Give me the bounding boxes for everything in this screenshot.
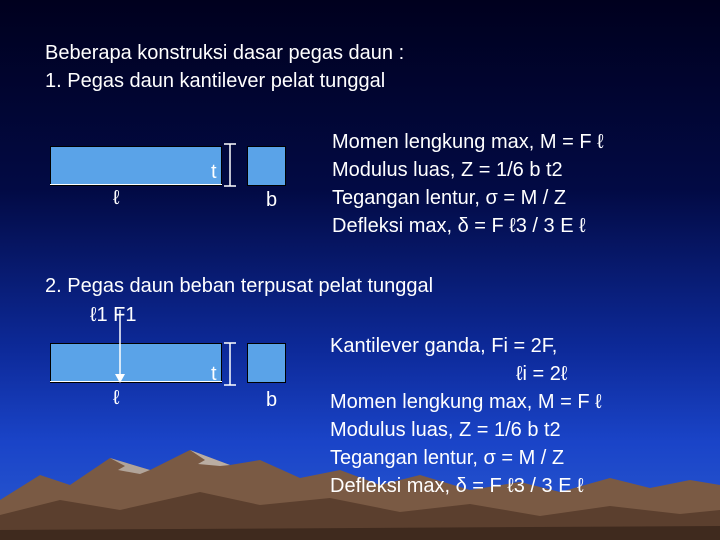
thickness-arrow-2 xyxy=(224,341,236,387)
plate-cross-section xyxy=(247,146,286,186)
label-length: ℓ xyxy=(113,187,120,209)
label-width: b xyxy=(266,189,278,211)
plate-cross-section-2 xyxy=(247,343,286,383)
formula-double-cantilever-force: Kantilever ganda, Fi = 2F, xyxy=(330,335,558,357)
formula-section-modulus-2: Modulus luas, Z = 1/6 b t2 xyxy=(330,419,561,441)
label-thickness-2: t xyxy=(211,363,217,385)
section1-heading: 1. Pegas daun kantilever pelat tunggal xyxy=(45,70,386,92)
section2-heading: 2. Pegas daun beban terpusat pelat tunggal xyxy=(45,275,434,297)
formula-bending-stress: Tegangan lentur, σ = M / Z xyxy=(332,187,567,209)
length-dimension-line xyxy=(50,184,222,185)
label-thickness: t xyxy=(211,161,217,183)
page-title: Beberapa konstruksi dasar pegas daun : xyxy=(45,42,405,64)
plate-side-view xyxy=(50,146,222,186)
formula-bending-stress-2: Tegangan lentur, σ = M / Z xyxy=(330,447,565,469)
load-arrow xyxy=(113,310,127,384)
formula-deflection-2: Defleksi max, δ = F ℓ3 / 3 E ℓ xyxy=(330,475,584,497)
label-width-2: b xyxy=(266,389,278,411)
load-label: ℓ1 F1 xyxy=(90,304,137,326)
length-dimension-line-2 xyxy=(50,381,222,382)
formula-deflection: Defleksi max, δ = F ℓ3 / 3 E ℓ xyxy=(332,215,586,237)
formula-bending-moment-2: Momen lengkung max, M = F ℓ xyxy=(330,391,602,413)
label-length-2: ℓ xyxy=(113,387,120,409)
thickness-arrow xyxy=(224,142,236,188)
formula-bending-moment: Momen lengkung max, M = F ℓ xyxy=(332,131,604,153)
formula-double-cantilever-length: ℓi = 2ℓ xyxy=(516,363,568,385)
plate-side-view-2 xyxy=(50,343,222,383)
formula-section-modulus: Modulus luas, Z = 1/6 b t2 xyxy=(332,159,563,181)
